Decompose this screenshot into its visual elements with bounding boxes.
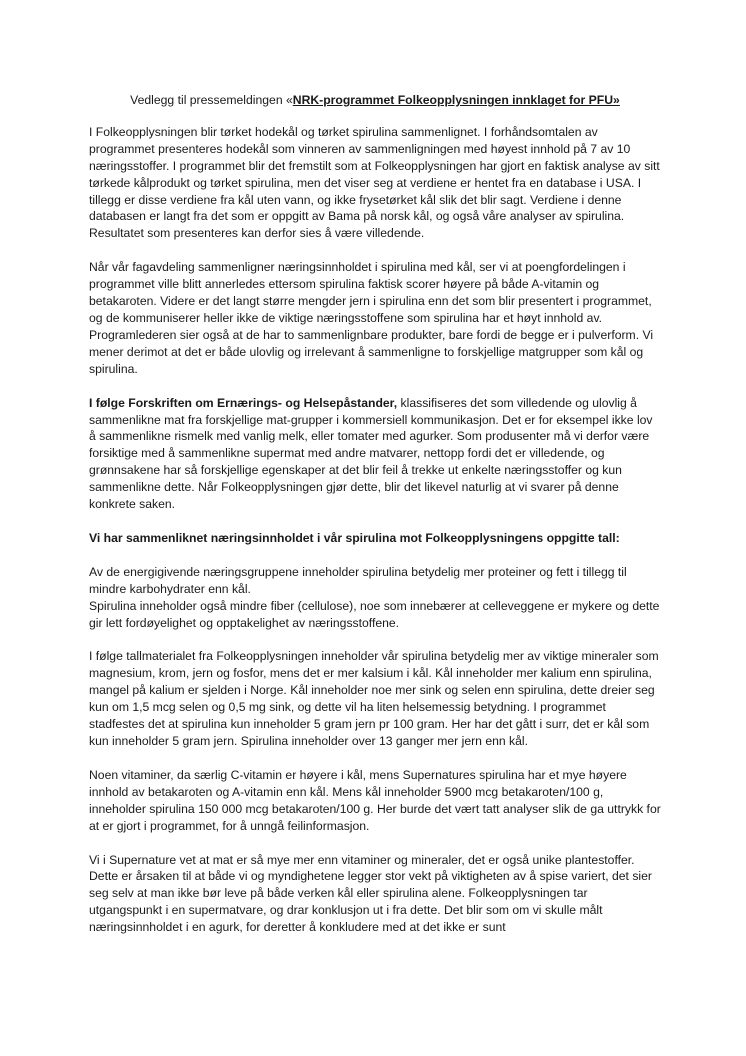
paragraph-vitamins: Noen vitaminer, da særlig C-vitamin er høyere i kål, mens Supernatures spirulina har et mye høyere innhold av betakaroten og A-vitamin enn kål. Mens kål inneholder 5900 mcg betakaroten/100 g, inneholder spirulina 150 000 mcg betakaroten/100 g. Her burde det vært tatt analyser slik de ga uttrykk for at er gjort i programmet, for å unngå feilinformasjon.: [89, 767, 661, 833]
section-subheading: Vi har sammenliknet næringsinnholdet i vår spirulina mot Folkeopplysningens oppgitte tall:: [89, 530, 620, 545]
regulation-reference: I følge Forskriften om Ernærings- og Helsepåstander,: [89, 395, 398, 410]
paragraph-fiber: Spirulina inneholder også mindre fiber (cellulose), noe som innebærer at celleveggene er mykere og dette gir lett fordøyelighet og opptakelighet av næringsstoffene.: [89, 598, 660, 630]
press-release-title-link[interactable]: NRK-programmet Folkeopplysningen innklaget for PFU»: [292, 93, 620, 107]
paragraph-comparison: Når vår fagavdeling sammenligner næringsinnholdet i spirulina med kål, ser vi at poengfordelingen i programmet ville blitt annerledes ettersom spirulina faktisk scorer høyere på både A-vitamin og betakaroten. Videre er det langt større mengder jern i spirulina enn det som blir presentert i programmet, og de kommuniserer heller ikke de viktige næringsstoffene som spirulina har et høyt innhold av. Programlederen sier også at de har to sammenlignbare produkter, bare fordi de begge er i pulverform. Vi mener derimot at det er både ulovlig og irrelevant å sammenligne to forskjellige matgrupper som kål og spirulina.: [89, 260, 654, 376]
document-body: [89, 92, 661, 953]
paragraph-intro: I Folkeopplysningen blir tørket hodekål og tørket spirulina sammenlignet. I forhåndsomtalen av programmet presenteres hodekål som vinneren av sammenligningen med høyest innhold på 7 av 10 næringsstoffer. I programmet blir det fremstilt som at Folkeopplysningen har gjort en faktisk analyse av sitt tørkede kålprodukt og tørket spirulina, men det viser seg at verdiene er hentet fra en database i USA. I tillegg er disse verdiene fra kål uten vann, og ikke frysetørket kål slik det blir sagt. Verdiene i denne databasen er langt fra det som er oppgitt av Bama på norsk kål, og også våre analyser av spirulina. Resultatet som presenteres kan derfor sies å være villedende.: [89, 124, 660, 241]
attachment-heading: [89, 92, 661, 109]
paragraph-minerals: I følge tallmaterialet fra Folkeopplysningen inneholder vår spirulina betydelig mer av viktige mineraler som magnesium, krom, jern og fosfor, mens det er mer kalsium i kål. Kål inneholder mer kalium enn spirulina, mangel på kalium er sjelden i Norge. Kål inneholder noe mer sink og selen enn spirulina, dette dreier seg kun om 1,5 mcg selen og 0,5 mg sink, og dette vil ha liten helsemessig betydning. I programmet stadfestes det at spirulina kun inneholder 5 gram jern pr 100 gram. Her har det gått i surr, det er kål som kun inneholder 5 gram jern. Spirulina inneholder over 13 ganger mer jern enn kål.: [89, 649, 659, 748]
paragraph-plant-compounds: Vi i Supernature vet at mat er så mye mer enn vitaminer og mineraler, det er også unike plantestoffer. Dette er årsaken til at både vi og myndighetene legger stor vekt på viktigheten av å spise variert, det sier seg selv at man ikke bør leve på både verken kål eller spirulina alene. Folkeopplysningen tar utgangspunkt i en supermatvare, og drar konklusjon ut i fra dette. Det blir som om vi skulle målt næringsinnholdet i en agurk, for deretter å konkludere med at det ikke er sunt: [89, 852, 652, 935]
heading-prefix: Vedlegg til pressemeldingen «: [130, 93, 293, 107]
paragraph-energy-nutrients: Av de energigivende næringsgruppene inneholder spirulina betydelig mer proteiner og fett i tillegg til mindre karbohydrater enn kål.: [89, 564, 627, 596]
regulation-text: klassifiseres det som villedende og ulovlig å sammenlikne mat fra forskjellige mat-grupper i kommersiell kommunikasjon. Det er for eksempel ikke lov å sammenlikne rismelk med vanlig melk, eller tomater med agurker. Som produsenter må vi derfor være forsiktige med å sammenlikne supermat med andre matvarer, nettopp fordi det er villedende, og grønnsakene har så forskjellige egenskaper at det blir feil å trekke ut enkelte næringsstoffer og kun sammenlikne dette. Når Folkeopplysningen gjør dette, blir det likevel naturlig at vi svarer på denne konkrete saken.: [89, 395, 653, 512]
paragraph-regulation: [89, 395, 661, 513]
